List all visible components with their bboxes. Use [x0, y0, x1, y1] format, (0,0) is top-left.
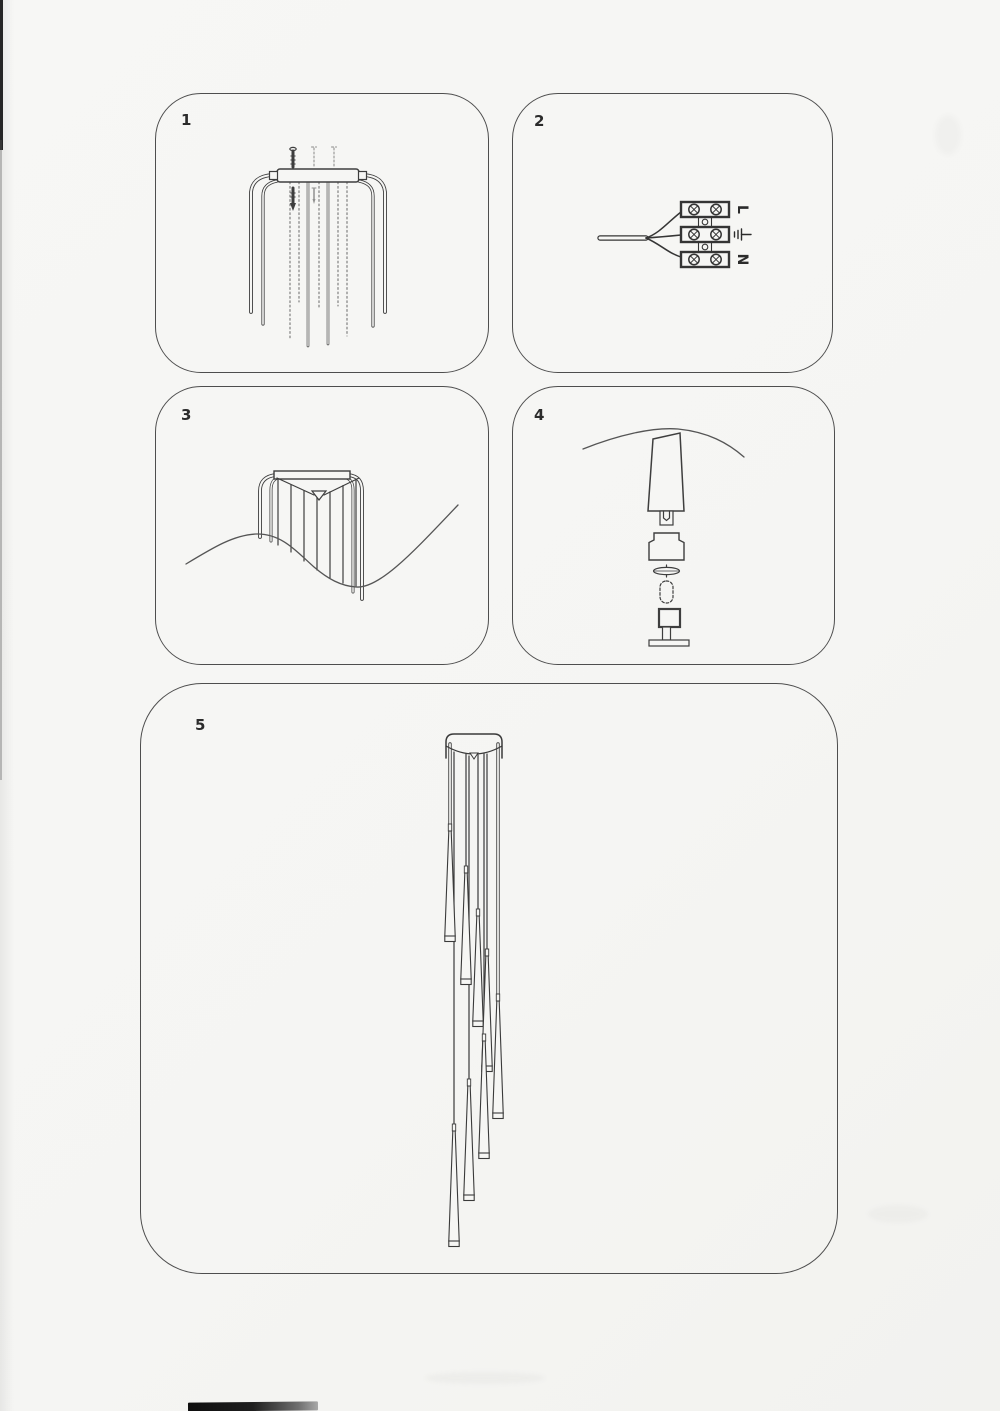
socket-part — [649, 533, 684, 560]
step-4-panel — [512, 386, 835, 665]
live-label: L — [734, 205, 750, 214]
capsule-part — [660, 581, 673, 603]
step-1-panel — [155, 93, 489, 373]
conductor-wires — [646, 212, 681, 257]
paper-speck — [868, 1205, 928, 1223]
hanging-cables — [290, 182, 347, 346]
step-2-panel — [512, 93, 833, 373]
terminal-rows — [681, 202, 729, 267]
step-3-number: 3 — [181, 406, 192, 424]
mounting-bar — [270, 169, 367, 182]
ceiling-bracket-figure — [156, 94, 488, 372]
terminal-block-figure — [513, 94, 832, 372]
scan-streak-artifact — [0, 0, 3, 150]
scan-streak-artifact-faint — [0, 140, 2, 780]
tee-base-part — [649, 627, 689, 646]
canopy-plate — [274, 471, 359, 500]
finished-pendant-figure — [141, 684, 837, 1273]
canopy-installation-figure — [156, 387, 488, 664]
cone-5 — [493, 994, 503, 1119]
cone-2 — [461, 866, 471, 985]
block-part — [659, 609, 680, 627]
step-2-number: 2 — [534, 112, 545, 130]
shade-top — [648, 433, 684, 511]
paper-speck — [425, 1372, 545, 1384]
plug-part — [660, 511, 673, 525]
earth-symbol-icon — [735, 229, 752, 240]
scan-edge-shadow — [0, 0, 14, 1411]
scan-bottom-bar-artifact — [188, 1401, 318, 1411]
washer-part — [654, 565, 680, 577]
cone-3 — [473, 909, 483, 1027]
paper-speck — [935, 115, 961, 155]
neutral-label: N — [734, 253, 750, 266]
outer-cable-tubes — [251, 175, 385, 326]
step-5-number: 5 — [195, 716, 206, 734]
cone-8 — [449, 1124, 459, 1247]
step-4-number: 4 — [534, 406, 545, 424]
step-5-panel — [140, 683, 838, 1274]
cone-7 — [464, 1079, 474, 1201]
step-1-number: 1 — [181, 111, 192, 129]
wave-line — [186, 505, 458, 587]
step-3-panel — [155, 386, 489, 665]
cord-grip-exploded-figure — [513, 387, 834, 664]
